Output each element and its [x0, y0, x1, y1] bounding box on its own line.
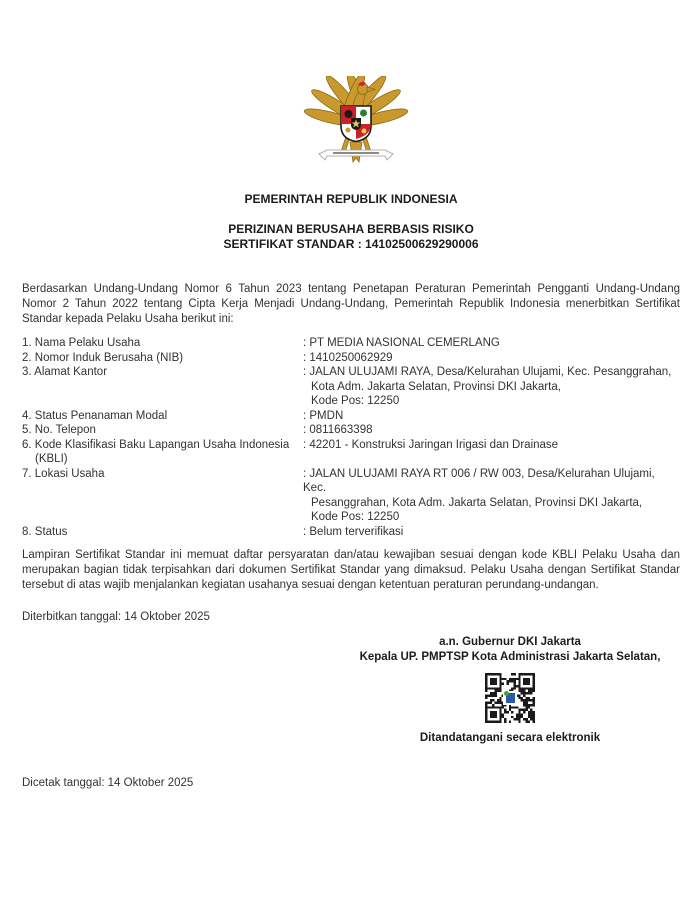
field-label	[22, 365, 303, 409]
certificate-field-row	[22, 423, 680, 438]
field-label-line: 6. Kode Klasifikasi Baku Lapangan Usaha Indonesia	[22, 438, 290, 451]
field-value-line: : JALAN ULUJAMI RAYA RT 006 / RW 003, Desa/Kelurahan Ulujami, Kec.	[303, 467, 655, 494]
document-title-line1: PERIZINAN BERUSAHA BERBASIS RISIKO	[228, 222, 474, 236]
certificate-field-row	[22, 525, 680, 540]
field-value-line: Kode Pos: 12250	[311, 395, 400, 407]
qr-code	[485, 673, 535, 723]
printed-date: Dicetak tanggal: 14 Oktober 2025	[22, 777, 194, 789]
signature-block	[340, 635, 680, 746]
signature-official: Kepala UP. PMPTSP Kota Administrasi Jakarta Selatan,	[359, 651, 661, 663]
certificate-field-row	[22, 467, 680, 525]
signature-on-behalf: a.n. Gubernur DKI Jakarta	[439, 636, 581, 648]
field-value	[303, 409, 680, 424]
field-label	[22, 336, 303, 351]
esign-note: Ditandatangani secara elektronik	[419, 732, 601, 744]
field-value-line: : PT MEDIA NASIONAL CEMERLANG	[303, 337, 500, 349]
certificate-field-row	[22, 438, 680, 467]
field-label-line: 7. Lokasi Usaha	[22, 467, 105, 480]
field-value-line: : PMDN	[303, 409, 344, 422]
field-value	[303, 351, 680, 366]
field-value	[303, 365, 680, 409]
field-label	[22, 467, 303, 525]
garuda-emblem	[303, 76, 409, 172]
field-value-line: Kota Adm. Jakarta Selatan, Provinsi DKI Jakarta,	[311, 380, 561, 393]
field-label-line: 2. Nomor Induk Berusaha (NIB)	[22, 351, 184, 364]
issued-date: Diterbitkan tanggal: 14 Oktober 2025	[22, 611, 210, 623]
field-label-line: 5. No. Telepon	[22, 424, 96, 436]
document-title-line2: SERTIFIKAT STANDAR : 14102500629290006	[223, 237, 479, 251]
certificate-field-row	[22, 351, 680, 366]
certificate-field-row	[22, 409, 680, 424]
field-label	[22, 423, 303, 438]
intro-paragraph: Berdasarkan Undang-Undang Nomor 6 Tahun 2023 tentang Penetapan Peraturan Pemerintah Pengganti Undang-Undang Nomor 2 Tahun 2022 tentang Cipta Kerja Menjadi Undang-Undang, Pemerintah Republik Indonesia menerbitkan Sertifikat Standar kepada Pelaku Usaha berikut ini:	[22, 283, 680, 325]
qr-center-logo-icon	[503, 691, 517, 705]
field-label-line: 4. Status Penanaman Modal	[22, 409, 168, 422]
certificate-field-row	[22, 336, 680, 351]
field-value-line: : JALAN ULUJAMI RAYA, Desa/Kelurahan Ulujami, Kec. Pesanggrahan,	[303, 366, 672, 378]
field-value	[303, 438, 680, 467]
field-label-line: 1. Nama Pelaku Usaha	[22, 337, 141, 349]
certificate-field-row	[22, 365, 680, 409]
field-label	[22, 409, 303, 424]
field-value-line: : 42201 - Konstruksi Jaringan Irigasi dan Drainase	[303, 438, 559, 451]
field-label	[22, 351, 303, 366]
field-value-line: : 1410250062929	[303, 351, 393, 364]
document-title	[22, 222, 680, 252]
field-label	[22, 525, 303, 540]
field-value	[303, 467, 680, 525]
field-label-line: (KBLI)	[35, 453, 68, 465]
field-value-line: Kode Pos: 12250	[311, 511, 400, 523]
field-value	[303, 336, 680, 351]
certificate-fields-list	[22, 336, 680, 539]
field-value-line: : Belum terverifikasi	[303, 525, 404, 538]
field-label	[22, 438, 303, 467]
field-value	[303, 525, 680, 540]
garuda-emblem-graphic	[303, 76, 409, 172]
field-value-line: : 0811663398	[303, 424, 373, 436]
field-value-line: Pesanggrahan, Kota Adm. Jakarta Selatan, Provinsi DKI Jakarta,	[311, 496, 643, 509]
field-label-line: 3. Alamat Kantor	[22, 366, 108, 378]
field-value	[303, 423, 680, 438]
government-title: PEMERINTAH REPUBLIK INDONESIA	[244, 192, 458, 206]
closing-paragraph: Lampiran Sertifikat Standar ini memuat daftar persyaratan dan/atau kewajiban sesuai dengan kode KBLI Pelaku Usaha dan merupakan bagian tidak terpisahkan dari dokumen Sertifikat Standar yang dimaksud. Pelaku Usaha dengan Sertifikat Standar tersebut di atas wajib menjalankan kegiatan usahanya sesuai dengan ketentuan peraturan perundang-undangan.	[22, 549, 680, 591]
field-label-line: 8. Status	[22, 525, 68, 538]
